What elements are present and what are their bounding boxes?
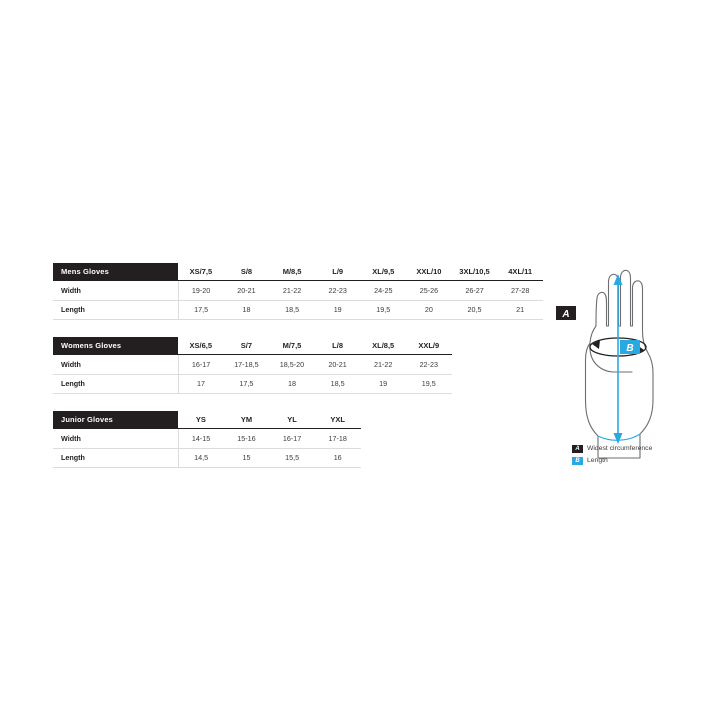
cell: 14,5 bbox=[178, 448, 224, 468]
cell: 20 bbox=[406, 300, 452, 320]
cell: 19,5 bbox=[406, 374, 452, 394]
size-header: XXL/10 bbox=[406, 263, 452, 281]
cell: 17-18 bbox=[315, 429, 361, 449]
legend-label-a: Widest circumference bbox=[587, 445, 653, 452]
cell: 15-16 bbox=[224, 429, 270, 449]
empty-header bbox=[406, 411, 452, 429]
cell: 18 bbox=[224, 300, 270, 320]
cell: 19 bbox=[315, 300, 361, 320]
size-header: S/7 bbox=[224, 337, 270, 355]
empty-header bbox=[497, 411, 543, 429]
cell: 17-18,5 bbox=[224, 355, 270, 375]
cell: 20-21 bbox=[315, 355, 361, 375]
cell: 16-17 bbox=[269, 429, 315, 449]
empty-cell bbox=[406, 429, 452, 449]
size-header: YM bbox=[224, 411, 270, 429]
cell: 18,5-20 bbox=[269, 355, 315, 375]
empty-cell bbox=[406, 448, 452, 468]
empty-header bbox=[452, 411, 498, 429]
legend-badge-b-icon: B bbox=[572, 457, 583, 465]
size-header: XXL/9 bbox=[406, 337, 452, 355]
table-row bbox=[53, 355, 543, 375]
cell: 21-22 bbox=[360, 355, 406, 375]
hand-measurement-diagram bbox=[556, 248, 696, 473]
cell: 15,5 bbox=[269, 448, 315, 468]
cell: 18,5 bbox=[269, 300, 315, 320]
size-header: L/9 bbox=[315, 263, 361, 281]
mens-gloves-title: Mens Gloves bbox=[53, 263, 178, 281]
size-header: YS bbox=[178, 411, 224, 429]
cell: 22-23 bbox=[406, 355, 452, 375]
size-header: M/7,5 bbox=[269, 337, 315, 355]
empty-cell bbox=[361, 429, 407, 449]
cell: 18,5 bbox=[315, 374, 361, 394]
row-label: Length bbox=[53, 300, 178, 320]
empty-cell bbox=[497, 429, 543, 449]
cell: 24-25 bbox=[361, 281, 407, 301]
size-header: 3XL/10,5 bbox=[452, 263, 498, 281]
row-label: Width bbox=[53, 281, 178, 301]
cell: 18 bbox=[269, 374, 315, 394]
empty-cell bbox=[452, 429, 498, 449]
empty-cell bbox=[497, 448, 543, 468]
womens-gloves-table bbox=[53, 337, 543, 394]
size-header: M/8,5 bbox=[269, 263, 315, 281]
cell: 15 bbox=[224, 448, 270, 468]
row-label: Length bbox=[53, 374, 178, 394]
cell: 25-26 bbox=[406, 281, 452, 301]
table-header-row bbox=[53, 263, 543, 281]
size-header: XS/7,5 bbox=[178, 263, 224, 281]
size-header: YL bbox=[269, 411, 315, 429]
cell: 22-23 bbox=[315, 281, 361, 301]
legend-label-b: Length bbox=[587, 457, 608, 464]
junior-gloves-table bbox=[53, 411, 543, 468]
legend-item-a bbox=[572, 444, 720, 454]
marker-b-badge bbox=[620, 340, 640, 354]
cell: 20-21 bbox=[224, 281, 270, 301]
table-header-row bbox=[53, 337, 543, 355]
empty-cell bbox=[497, 355, 543, 375]
table-row bbox=[53, 374, 543, 394]
empty-header bbox=[452, 337, 498, 355]
cell: 20,5 bbox=[452, 300, 498, 320]
cell: 17 bbox=[178, 374, 224, 394]
table-row bbox=[53, 448, 543, 468]
empty-cell bbox=[361, 448, 407, 468]
empty-cell bbox=[497, 374, 543, 394]
cell: 14-15 bbox=[178, 429, 224, 449]
size-header: XL/9,5 bbox=[361, 263, 407, 281]
table-header-row bbox=[53, 411, 543, 429]
size-header: XL/8,5 bbox=[360, 337, 406, 355]
table-row bbox=[53, 300, 543, 320]
womens-gloves-title: Womens Gloves bbox=[53, 337, 178, 355]
table-row bbox=[53, 281, 543, 301]
svg-text:A: A bbox=[562, 309, 570, 320]
legend-badge-a-icon: A bbox=[572, 445, 583, 453]
cell: 19,5 bbox=[361, 300, 407, 320]
empty-header bbox=[497, 337, 543, 355]
empty-cell bbox=[452, 448, 498, 468]
cell: 17,5 bbox=[178, 300, 224, 320]
size-header: YXL bbox=[315, 411, 361, 429]
cell: 17,5 bbox=[224, 374, 270, 394]
empty-cell bbox=[452, 374, 498, 394]
size-header: 4XL/11 bbox=[497, 263, 543, 281]
cell: 26-27 bbox=[452, 281, 498, 301]
junior-gloves-title: Junior Gloves bbox=[53, 411, 178, 429]
cell: 16 bbox=[315, 448, 361, 468]
size-header: XS/6,5 bbox=[178, 337, 224, 355]
size-tables-area bbox=[53, 263, 543, 485]
hand-outline bbox=[586, 270, 654, 458]
row-label: Length bbox=[53, 448, 178, 468]
cell: 19 bbox=[360, 374, 406, 394]
size-header: S/8 bbox=[224, 263, 270, 281]
cell: 16-17 bbox=[178, 355, 224, 375]
empty-cell bbox=[452, 355, 498, 375]
table-row bbox=[53, 429, 543, 449]
svg-text:B: B bbox=[626, 343, 634, 354]
legend bbox=[572, 444, 720, 468]
mens-gloves-table bbox=[53, 263, 543, 320]
cell: 21-22 bbox=[269, 281, 315, 301]
size-header: L/8 bbox=[315, 337, 361, 355]
cell: 21 bbox=[497, 300, 543, 320]
legend-item-b bbox=[572, 456, 720, 466]
row-label: Width bbox=[53, 429, 178, 449]
marker-a-badge bbox=[556, 306, 576, 320]
row-label: Width bbox=[53, 355, 178, 375]
cell: 27-28 bbox=[497, 281, 543, 301]
cell: 19-20 bbox=[178, 281, 224, 301]
empty-header bbox=[361, 411, 407, 429]
